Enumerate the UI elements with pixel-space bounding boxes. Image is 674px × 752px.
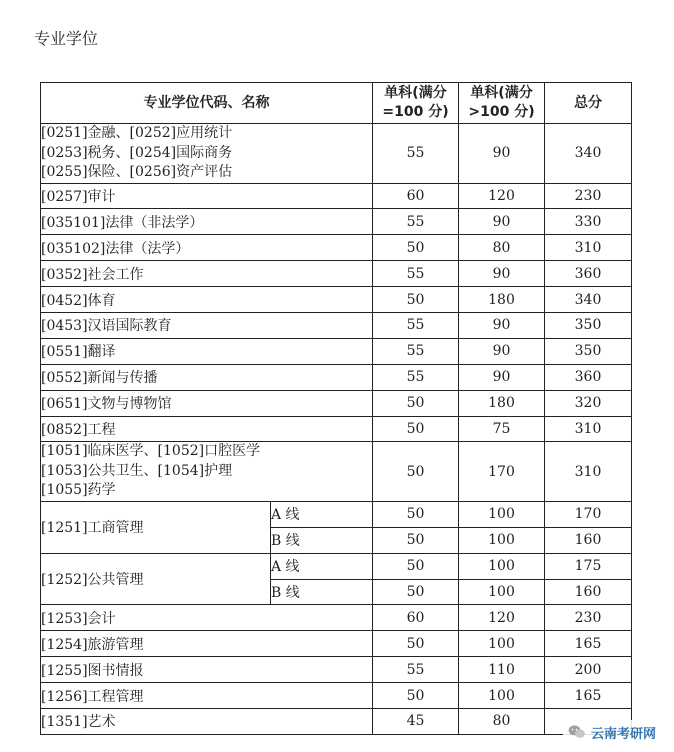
single-100-score: 50 bbox=[373, 390, 459, 416]
single-over-100-score: 80 bbox=[459, 709, 545, 735]
single-100-score: 55 bbox=[373, 312, 459, 338]
single-100-score: 50 bbox=[373, 579, 459, 605]
single-over-100-score: 90 bbox=[459, 312, 545, 338]
table-row bbox=[41, 183, 632, 209]
single-100-score: 55 bbox=[373, 261, 459, 287]
total-score: 310 bbox=[545, 416, 632, 442]
single-100-score: 50 bbox=[373, 553, 459, 579]
single-over-100-score: 180 bbox=[459, 287, 545, 313]
header-single-100-line1: 单科(满分 bbox=[384, 85, 447, 101]
line-type-a: A 线 bbox=[271, 553, 373, 579]
program-name: [1254]旅游管理 bbox=[41, 631, 373, 657]
total-score: 165 bbox=[545, 631, 632, 657]
single-100-score: 50 bbox=[373, 235, 459, 261]
single-100-score: 55 bbox=[373, 364, 459, 390]
single-100-score: 50 bbox=[373, 527, 459, 553]
page-title: 专业学位 bbox=[34, 29, 99, 48]
header-single-over-100 bbox=[459, 83, 545, 124]
table-header-row bbox=[41, 83, 632, 124]
single-over-100-score: 100 bbox=[459, 683, 545, 709]
program-name: [1351]艺术 bbox=[41, 709, 373, 735]
table-row bbox=[41, 287, 632, 313]
table-row bbox=[41, 501, 632, 527]
program-name-line: [1053]公共卫生、[1054]护理 bbox=[41, 462, 233, 479]
total-score: 160 bbox=[545, 579, 632, 605]
single-over-100-score: 110 bbox=[459, 657, 545, 683]
single-100-score: 55 bbox=[373, 657, 459, 683]
table-row bbox=[41, 312, 632, 338]
total-score: 310 bbox=[545, 235, 632, 261]
program-name: [0352]社会工作 bbox=[41, 261, 373, 287]
total-score: 170 bbox=[545, 501, 632, 527]
total-score: 310 bbox=[545, 442, 632, 502]
single-over-100-score: 100 bbox=[459, 631, 545, 657]
score-table bbox=[40, 82, 632, 735]
line-type-b: B 线 bbox=[271, 579, 373, 605]
single-100-score: 45 bbox=[373, 709, 459, 735]
program-name: [035102]法律（法学） bbox=[41, 235, 373, 261]
program-name: [0453]汉语国际教育 bbox=[41, 312, 373, 338]
single-over-100-score: 120 bbox=[459, 605, 545, 631]
program-name: [035101]法律（非法学） bbox=[41, 209, 373, 235]
table-row bbox=[41, 124, 632, 184]
total-score: 350 bbox=[545, 312, 632, 338]
table-row bbox=[41, 364, 632, 390]
header-single-100 bbox=[373, 83, 459, 124]
single-over-100-score: 100 bbox=[459, 579, 545, 605]
header-name: 专业学位代码、名称 bbox=[41, 83, 373, 124]
table-row bbox=[41, 442, 632, 502]
total-score: 340 bbox=[545, 124, 632, 184]
single-over-100-score: 90 bbox=[459, 124, 545, 184]
program-name: [1251]工商管理 bbox=[41, 501, 271, 553]
program-name-line: [1055]药学 bbox=[41, 482, 116, 499]
program-name-line: [1051]临床医学、[1052]口腔医学 bbox=[41, 443, 261, 460]
single-over-100-score: 90 bbox=[459, 261, 545, 287]
table-row bbox=[41, 605, 632, 631]
header-total: 总分 bbox=[545, 83, 632, 124]
single-100-score: 55 bbox=[373, 209, 459, 235]
program-name: [0852]工程 bbox=[41, 416, 373, 442]
single-100-score: 50 bbox=[373, 683, 459, 709]
single-over-100-score: 80 bbox=[459, 235, 545, 261]
header-single-over-100-line2: >100 分) bbox=[468, 104, 535, 120]
program-name: [0257]审计 bbox=[41, 183, 373, 209]
single-100-score: 50 bbox=[373, 631, 459, 657]
single-100-score: 60 bbox=[373, 183, 459, 209]
total-score: 175 bbox=[545, 553, 632, 579]
table-row bbox=[41, 709, 632, 735]
single-over-100-score: 100 bbox=[459, 527, 545, 553]
single-over-100-score: 100 bbox=[459, 501, 545, 527]
single-100-score: 55 bbox=[373, 124, 459, 184]
total-score: 320 bbox=[545, 390, 632, 416]
total-score: 160 bbox=[545, 527, 632, 553]
table-row bbox=[41, 683, 632, 709]
table-row bbox=[41, 416, 632, 442]
single-100-score: 50 bbox=[373, 442, 459, 502]
single-over-100-score: 120 bbox=[459, 183, 545, 209]
single-over-100-score: 170 bbox=[459, 442, 545, 502]
total-score: 230 bbox=[545, 183, 632, 209]
single-100-score: 60 bbox=[373, 605, 459, 631]
total-score: 165 bbox=[545, 683, 632, 709]
table-row bbox=[41, 235, 632, 261]
header-single-100-line2: =100 分) bbox=[382, 104, 449, 120]
table-row bbox=[41, 657, 632, 683]
program-name-line: [0253]税务、[0254]国际商务 bbox=[41, 144, 233, 161]
program-name: [0651]文物与博物馆 bbox=[41, 390, 373, 416]
program-name bbox=[41, 124, 373, 184]
total-score: 330 bbox=[545, 209, 632, 235]
single-100-score: 50 bbox=[373, 287, 459, 313]
total-score: 360 bbox=[545, 261, 632, 287]
program-name-line: [0255]保险、[0256]资产评估 bbox=[41, 164, 233, 180]
watermark-text: 云南考研网 bbox=[590, 726, 656, 742]
line-type-a: A 线 bbox=[271, 501, 373, 527]
total-score: 350 bbox=[545, 338, 632, 364]
single-100-score: 50 bbox=[373, 501, 459, 527]
table-row bbox=[41, 390, 632, 416]
single-over-100-score: 90 bbox=[459, 364, 545, 390]
single-over-100-score: 90 bbox=[459, 338, 545, 364]
program-name: [0551]翻译 bbox=[41, 338, 373, 364]
single-over-100-score: 180 bbox=[459, 390, 545, 416]
table-row bbox=[41, 209, 632, 235]
header-single-over-100-line1: 单科(满分 bbox=[470, 85, 533, 101]
watermark bbox=[563, 720, 660, 744]
table-row bbox=[41, 553, 632, 579]
single-100-score: 50 bbox=[373, 416, 459, 442]
wechat-icon bbox=[567, 722, 587, 742]
program-name: [0452]体育 bbox=[41, 287, 373, 313]
table-row bbox=[41, 261, 632, 287]
table-row bbox=[41, 338, 632, 364]
program-name bbox=[41, 442, 373, 502]
single-over-100-score: 75 bbox=[459, 416, 545, 442]
single-over-100-score: 90 bbox=[459, 209, 545, 235]
total-score: 340 bbox=[545, 287, 632, 313]
single-100-score: 55 bbox=[373, 338, 459, 364]
program-name: [1252]公共管理 bbox=[41, 553, 271, 605]
program-name: [1253]会计 bbox=[41, 605, 373, 631]
program-name-line: [0251]金融、[0252]应用统计 bbox=[41, 125, 233, 141]
total-score: 360 bbox=[545, 364, 632, 390]
program-name: [1255]图书情报 bbox=[41, 657, 373, 683]
single-over-100-score: 100 bbox=[459, 553, 545, 579]
program-name: [0552]新闻与传播 bbox=[41, 364, 373, 390]
line-type-b: B 线 bbox=[271, 527, 373, 553]
program-name: [1256]工程管理 bbox=[41, 683, 373, 709]
total-score: 200 bbox=[545, 657, 632, 683]
table-body bbox=[41, 124, 632, 735]
total-score: 230 bbox=[545, 605, 632, 631]
table-row bbox=[41, 631, 632, 657]
